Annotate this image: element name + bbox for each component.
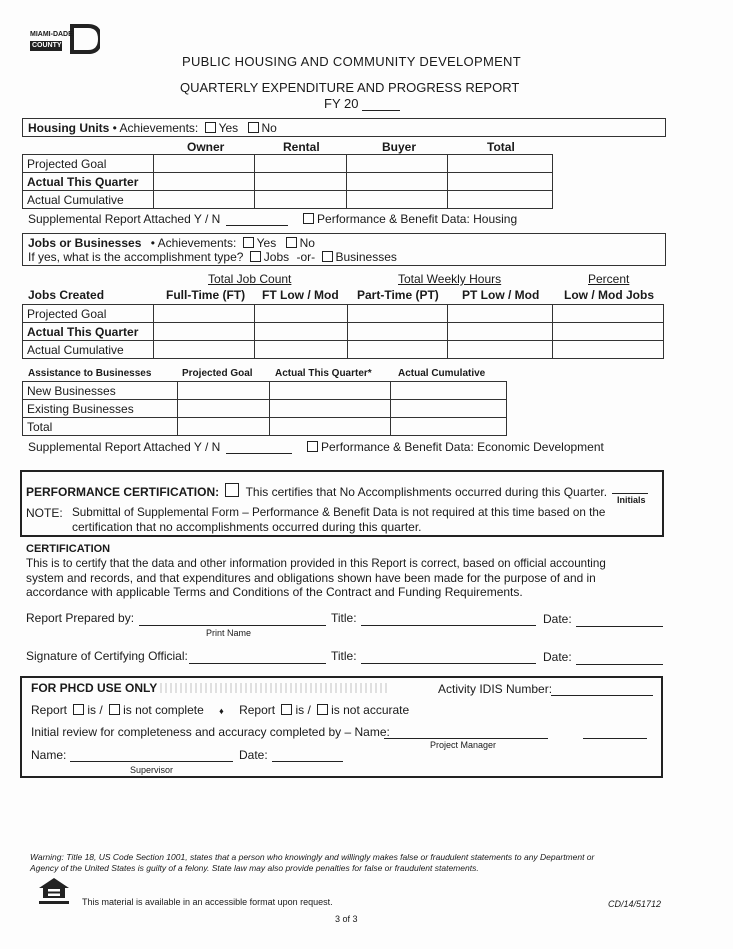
jobs-no-label: No bbox=[299, 236, 315, 250]
certification-heading: CERTIFICATION bbox=[26, 543, 111, 555]
jobs-cell[interactable] bbox=[448, 341, 553, 359]
table-row bbox=[23, 341, 664, 359]
title-report: QUARTERLY EXPENDITURE AND PROGRESS REPORT bbox=[180, 80, 520, 95]
jobs-cell[interactable] bbox=[153, 305, 254, 323]
accessible-text: This material is available in an accessible format upon request. bbox=[82, 897, 333, 907]
perf-cert-line bbox=[26, 483, 607, 499]
jobs-cell[interactable] bbox=[553, 323, 664, 341]
econ-supplemental-label: Supplemental Report Attached Y / N bbox=[28, 440, 221, 454]
report-not-complete-label: is not complete bbox=[123, 703, 204, 717]
certification-line2: system and records, and that expenditures and obligations shown have been made for the purpose of and in bbox=[26, 571, 596, 585]
prepared-by-label: Report Prepared by: bbox=[26, 611, 135, 625]
assistance-col-actual-cumulative: Actual Cumulative bbox=[398, 368, 486, 379]
housing-cell[interactable] bbox=[254, 155, 347, 173]
jobs-label: Jobs or Businesses bbox=[28, 236, 142, 250]
table-row bbox=[23, 173, 553, 191]
jobs-row-projected: Projected Goal bbox=[23, 305, 154, 323]
jobs-line1 bbox=[28, 236, 315, 250]
jobs-type-jobs-checkbox[interactable] bbox=[250, 251, 261, 262]
initials-label: Initials bbox=[617, 495, 646, 505]
warning-line2: Agency of the United States is guilty of a felony. State law may also provide penalties for false or fraudulent statements. bbox=[30, 863, 479, 873]
logo-top-text: MIAMI-DADE bbox=[30, 31, 73, 38]
assistance-row-existing: Existing Businesses bbox=[23, 400, 178, 418]
initials-field[interactable] bbox=[612, 484, 648, 494]
jobs-cell[interactable] bbox=[448, 323, 553, 341]
prepared-by-field[interactable] bbox=[139, 612, 326, 626]
supervisor-date-field[interactable] bbox=[272, 749, 343, 762]
jobs-col-pt-lowmod: PT Low / Mod bbox=[462, 288, 540, 302]
housing-table bbox=[22, 154, 553, 209]
page-number: 3 of 3 bbox=[335, 914, 358, 924]
jobs-no-checkbox[interactable] bbox=[286, 237, 297, 248]
prepared-title-field[interactable] bbox=[361, 612, 536, 626]
title-agency: PUBLIC HOUSING AND COMMUNITY DEVELOPMENT bbox=[182, 54, 521, 69]
housing-col-rental: Rental bbox=[283, 140, 320, 154]
assistance-col-projected: Projected Goal bbox=[182, 368, 253, 379]
housing-cell[interactable] bbox=[448, 155, 553, 173]
phcd-noise bbox=[160, 683, 390, 693]
jobs-yes-label: Yes bbox=[256, 236, 277, 250]
signature-title-label: Title: bbox=[331, 649, 357, 663]
jobs-cell[interactable] bbox=[347, 341, 448, 359]
report-not-complete-checkbox[interactable] bbox=[109, 704, 120, 715]
housing-no-checkbox[interactable] bbox=[248, 122, 259, 133]
assistance-table bbox=[22, 381, 507, 436]
jobs-cell[interactable] bbox=[153, 323, 254, 341]
housing-cell[interactable] bbox=[347, 191, 448, 209]
assistance-cell[interactable] bbox=[269, 382, 391, 400]
idis-field[interactable] bbox=[551, 683, 653, 696]
table-row bbox=[23, 382, 507, 400]
table-row bbox=[23, 305, 664, 323]
housing-units-line bbox=[28, 121, 277, 135]
housing-cell[interactable] bbox=[153, 191, 254, 209]
assistance-cell[interactable] bbox=[269, 400, 391, 418]
report-is-accurate-checkbox[interactable] bbox=[281, 704, 292, 715]
equal-housing-icon bbox=[37, 876, 71, 906]
housing-achievements-label: • Achievements: bbox=[112, 121, 199, 135]
housing-yes-label: Yes bbox=[218, 121, 239, 135]
report-not-accurate-label: is not accurate bbox=[331, 703, 410, 717]
jobs-row-actual-quarter: Actual This Quarter bbox=[23, 323, 154, 341]
assistance-cell[interactable] bbox=[177, 400, 269, 418]
jobs-cell[interactable] bbox=[553, 305, 664, 323]
housing-cell[interactable] bbox=[347, 155, 448, 173]
assistance-row-total: Total bbox=[23, 418, 178, 436]
jobs-cell[interactable] bbox=[553, 341, 664, 359]
jobs-cell[interactable] bbox=[347, 305, 448, 323]
perf-cert-checkbox[interactable] bbox=[225, 483, 239, 497]
jobs-type-businesses-label: Businesses bbox=[335, 250, 397, 264]
assistance-label: Assistance to Businesses bbox=[28, 368, 152, 379]
fy-label: FY 20 bbox=[324, 96, 359, 111]
housing-cell[interactable] bbox=[254, 173, 347, 191]
perf-note-line1: Submittal of Supplemental Form – Performance & Benefit Data is not required at this time based on the bbox=[72, 506, 606, 519]
fy-field[interactable] bbox=[362, 99, 400, 111]
fiscal-year bbox=[324, 96, 400, 111]
signature-date-label: Date: bbox=[543, 650, 572, 664]
signature-field[interactable] bbox=[189, 650, 326, 664]
table-row bbox=[23, 191, 553, 209]
signature-date-field[interactable] bbox=[576, 651, 663, 665]
econ-perf-checkbox[interactable] bbox=[307, 441, 318, 452]
housing-yes-checkbox[interactable] bbox=[205, 122, 216, 133]
signature-title-field[interactable] bbox=[361, 650, 536, 664]
jobs-row-actual-cumulative: Actual Cumulative bbox=[23, 341, 154, 359]
assistance-cell[interactable] bbox=[177, 418, 269, 436]
jobs-achievements-label: • Achievements: bbox=[150, 236, 237, 250]
diamond-bullet-icon: ♦ bbox=[219, 706, 224, 716]
jobs-cell[interactable] bbox=[254, 323, 347, 341]
housing-cell[interactable] bbox=[448, 173, 553, 191]
housing-cell[interactable] bbox=[254, 191, 347, 209]
table-row bbox=[23, 400, 507, 418]
equal-housing-graphic bbox=[37, 876, 71, 906]
assistance-cell[interactable] bbox=[269, 418, 391, 436]
perf-cert-text: This certifies that No Accomplishments occurred during this Quarter. bbox=[245, 485, 608, 499]
signature-label: Signature of Certifying Official: bbox=[26, 649, 188, 663]
housing-col-total: Total bbox=[487, 140, 515, 154]
jobs-col-ft: Full-Time (FT) bbox=[166, 288, 246, 302]
logo-bottom-text: COUNTY bbox=[32, 42, 62, 49]
jobs-col-percent-lowmod: Low / Mod Jobs bbox=[564, 288, 654, 302]
report-is2-label: is / bbox=[295, 703, 311, 717]
print-name-label: Print Name bbox=[206, 628, 252, 638]
review-name-field[interactable] bbox=[384, 726, 548, 739]
table-row bbox=[23, 155, 553, 173]
county-logo-graphic bbox=[30, 24, 100, 54]
jobs-col-ft-lowmod: FT Low / Mod bbox=[262, 288, 339, 302]
jobs-cell[interactable] bbox=[153, 341, 254, 359]
jobs-cell[interactable] bbox=[254, 341, 347, 359]
housing-supplemental-field[interactable] bbox=[226, 214, 288, 226]
review-label: Initial review for completeness and accuracy completed by – Name: bbox=[31, 725, 390, 739]
housing-cell[interactable] bbox=[153, 173, 254, 191]
supervisor-label: Supervisor bbox=[130, 765, 174, 775]
housing-cell[interactable] bbox=[448, 191, 553, 209]
econ-perf-label: Performance & Benefit Data: Economic Development bbox=[321, 440, 604, 454]
housing-row-projected: Projected Goal bbox=[23, 155, 154, 173]
housing-perf-label: Performance & Benefit Data: Housing bbox=[317, 212, 518, 226]
jobs-or-label: -or- bbox=[296, 250, 316, 264]
certification-line1: This is to certify that the data and other information provided in this Report is correct, based on official accounting bbox=[26, 557, 606, 570]
housing-perf-checkbox[interactable] bbox=[303, 213, 314, 224]
jobs-cell[interactable] bbox=[347, 323, 448, 341]
assistance-col-actual-quarter: Actual This Quarter* bbox=[275, 368, 372, 379]
housing-cell[interactable] bbox=[347, 173, 448, 191]
warning-line1: Warning: Title 18, US Code Section 1001, states that a person who knowingly and willingly makes false or fraudulent statements to any Department or bbox=[30, 852, 595, 862]
assistance-row-new: New Businesses bbox=[23, 382, 178, 400]
supervisor-date-label: Date: bbox=[239, 748, 268, 762]
assistance-cell[interactable] bbox=[391, 400, 507, 418]
jobs-group-weekly-hours: Total Weekly Hours bbox=[398, 272, 502, 286]
housing-supplemental-label: Supplemental Report Attached Y / N bbox=[28, 212, 221, 226]
jobs-cell[interactable] bbox=[448, 305, 553, 323]
phcd-report-line bbox=[31, 703, 409, 717]
econ-supplemental-line bbox=[28, 440, 604, 454]
housing-supplemental-line bbox=[28, 212, 517, 226]
housing-col-buyer: Buyer bbox=[382, 140, 417, 154]
housing-row-actual-quarter: Actual This Quarter bbox=[23, 173, 154, 191]
jobs-line2 bbox=[28, 250, 397, 264]
jobs-created-label: Jobs Created bbox=[28, 288, 105, 302]
review-extra-field[interactable] bbox=[583, 726, 647, 739]
jobs-col-pt: Part-Time (PT) bbox=[357, 288, 439, 302]
housing-units-label: Housing Units bbox=[28, 121, 110, 135]
report-is-label: is / bbox=[87, 703, 103, 717]
jobs-group-percent: Percent bbox=[588, 272, 630, 286]
prepared-title-label: Title: bbox=[331, 611, 357, 625]
form-code: CD/14/51712 bbox=[608, 899, 662, 909]
report-not-accurate-checkbox[interactable] bbox=[317, 704, 328, 715]
perf-note-line2: certification that no accomplishments occurred during this quarter. bbox=[72, 520, 422, 534]
perf-cert-label: PERFORMANCE CERTIFICATION: bbox=[26, 485, 220, 499]
report2-label: Report bbox=[239, 703, 276, 717]
table-row bbox=[23, 418, 507, 436]
certification-line3: accordance with applicable Terms and Conditions of the Contract and Funding Requirements. bbox=[26, 585, 523, 599]
jobs-cell[interactable] bbox=[254, 305, 347, 323]
jobs-yes-checkbox[interactable] bbox=[243, 237, 254, 248]
jobs-group-job-count: Total Job Count bbox=[208, 272, 292, 286]
table-row bbox=[23, 323, 664, 341]
phcd-label: FOR PHCD USE ONLY bbox=[31, 681, 158, 695]
supervisor-name-label: Name: bbox=[31, 748, 67, 762]
housing-row-actual-cumulative: Actual Cumulative bbox=[23, 191, 154, 209]
idis-label: Activity IDIS Number: bbox=[438, 682, 553, 696]
jobs-type-question: If yes, what is the accomplishment type? bbox=[28, 250, 244, 264]
econ-supplemental-field[interactable] bbox=[226, 442, 292, 454]
assistance-cell[interactable] bbox=[391, 382, 507, 400]
supervisor-name-field[interactable] bbox=[70, 749, 233, 762]
report-label: Report bbox=[31, 703, 68, 717]
jobs-type-businesses-checkbox[interactable] bbox=[322, 251, 333, 262]
jobs-type-jobs-label: Jobs bbox=[263, 250, 290, 264]
jobs-table bbox=[22, 304, 664, 359]
prepared-date-label: Date: bbox=[543, 612, 572, 626]
assistance-cell[interactable] bbox=[177, 382, 269, 400]
prepared-date-field[interactable] bbox=[576, 613, 663, 627]
assistance-cell[interactable] bbox=[391, 418, 507, 436]
housing-col-owner: Owner bbox=[187, 140, 225, 154]
project-manager-label: Project Manager bbox=[430, 740, 497, 750]
report-is-complete-checkbox[interactable] bbox=[73, 704, 84, 715]
county-logo bbox=[30, 24, 100, 54]
housing-cell[interactable] bbox=[153, 155, 254, 173]
perf-note-label: NOTE: bbox=[26, 506, 63, 520]
housing-no-label: No bbox=[261, 121, 277, 135]
